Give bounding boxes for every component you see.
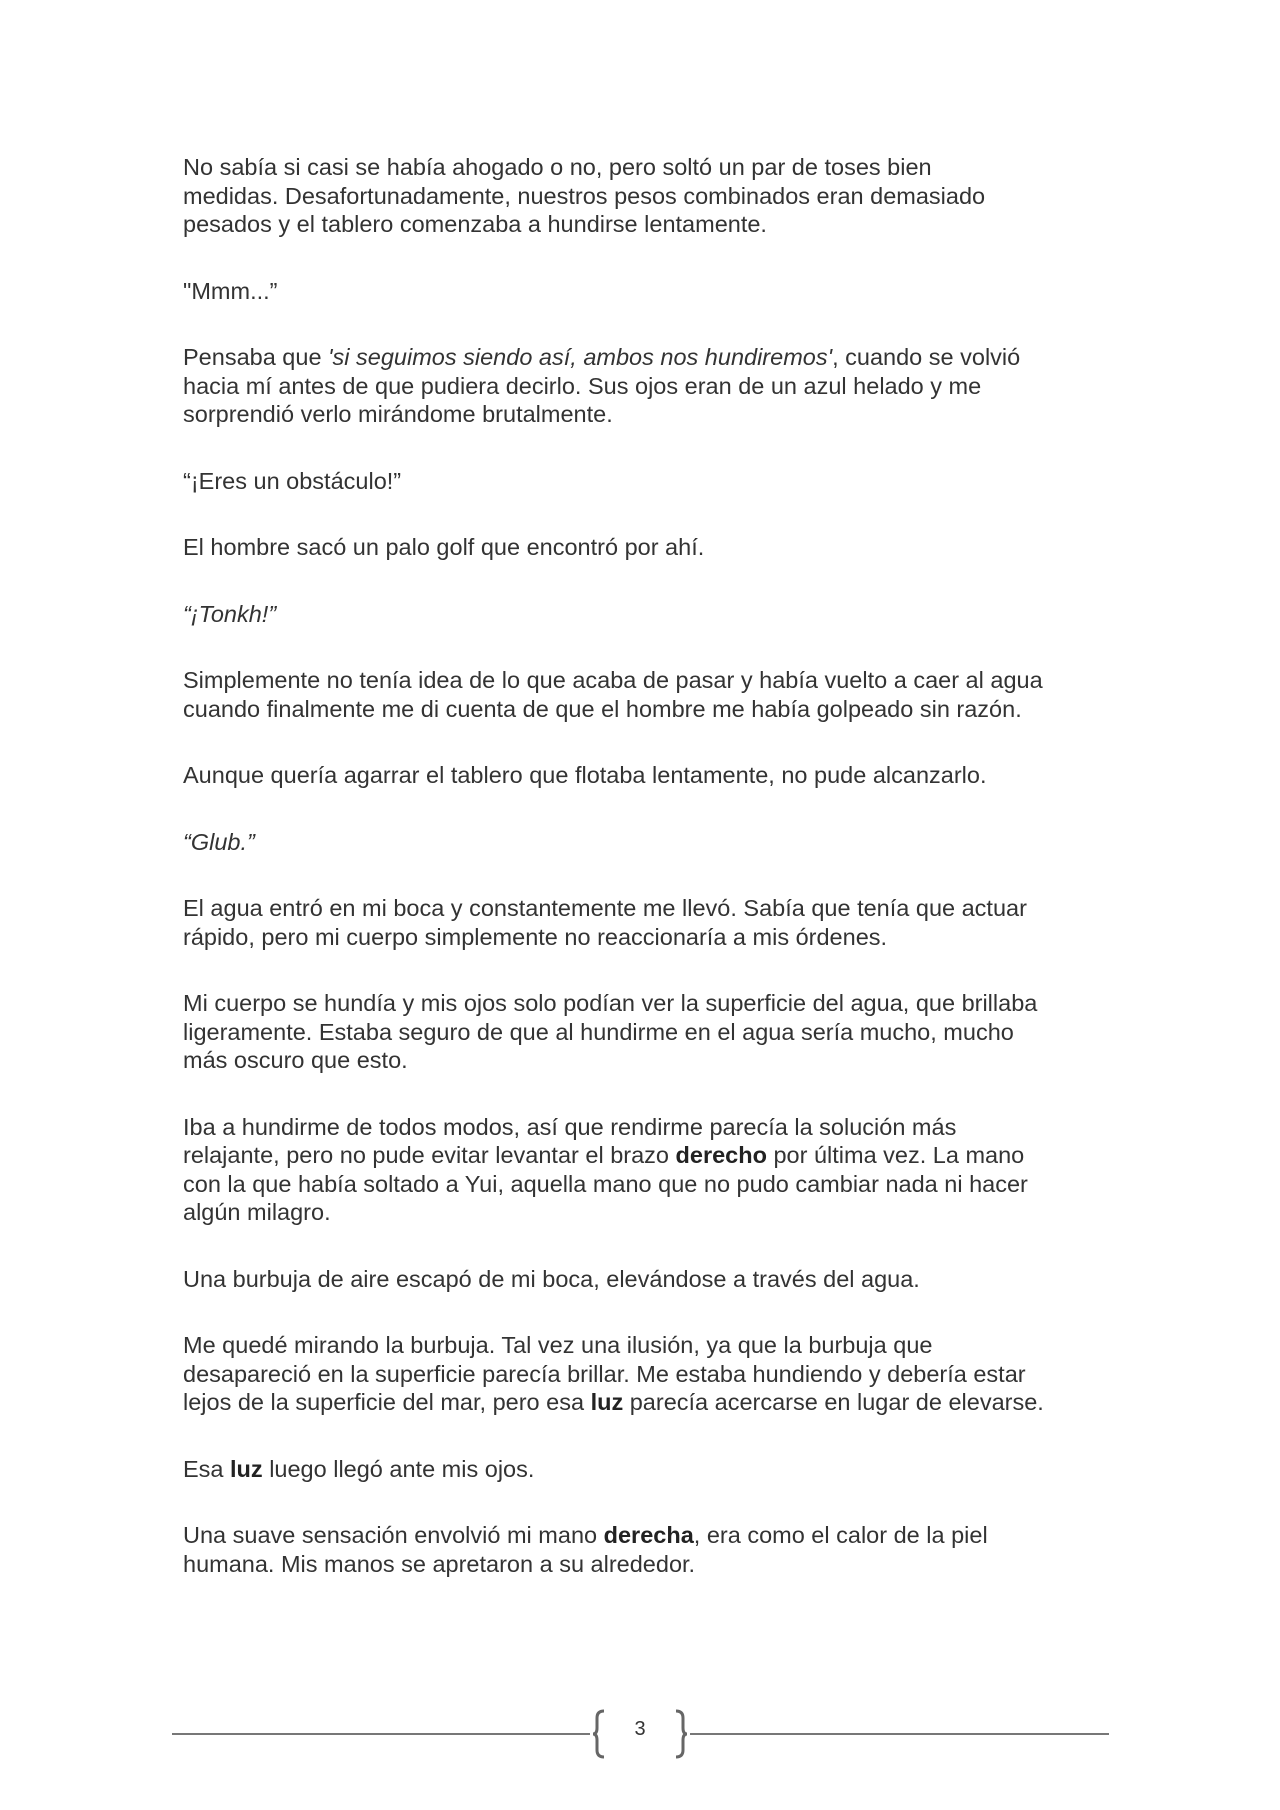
text-run: sorprendió verlo mirándome brutalmente.	[183, 401, 613, 427]
text-run: con la que había soltado a Yui, aquella mano que no pudo cambiar nada ni hacer	[183, 1170, 1028, 1197]
paragraph	[183, 894, 1103, 951]
text-run: Una burbuja de aire escapó de mi boca, elevándose a través del agua.	[183, 1265, 920, 1292]
paragraph	[183, 533, 1103, 562]
text-run: Simplemente no tenía idea de lo que acaba de pasar y había vuelto a caer al agua	[183, 667, 1043, 693]
text-line	[183, 210, 1103, 239]
paragraph	[183, 989, 1103, 1075]
text-line	[183, 923, 1103, 952]
text-run: rápido, pero mi cuerpo simplemente no reaccionaría a mis órdenes.	[183, 923, 888, 950]
text-run: relajante, pero no pude evitar levantar el brazo	[183, 1142, 676, 1168]
text-run: Iba a hundirme de todos modos, así que rendirme parecía la solución más	[183, 1113, 957, 1140]
text-line	[183, 1388, 1103, 1417]
text-run: desapareció en la superficie parecía brillar. Me estaba hundiendo y debería estar	[183, 1360, 1026, 1387]
text-run: "Mmm...”	[183, 277, 278, 304]
text-line	[183, 1170, 1103, 1199]
text-line	[183, 400, 1103, 429]
bold-text: luz	[590, 1389, 624, 1415]
text-run: ligeramente. Estaba seguro de que al hundirme en el agua sería mucho, mucho	[183, 1018, 1014, 1045]
text-line	[183, 828, 1103, 857]
text-run: lejos de la superficie del mar, pero esa	[183, 1389, 591, 1415]
text-line	[183, 894, 1103, 923]
text-line	[183, 666, 1103, 695]
text-line	[183, 1331, 1103, 1360]
text-run: Pensaba que	[183, 344, 329, 370]
italic-text: “¡Tonkh!”	[183, 600, 277, 627]
right-brace-icon	[674, 1708, 688, 1760]
text-line	[183, 1455, 1103, 1484]
text-run: por última vez. La mano	[766, 1142, 1025, 1168]
footer-rule-right	[690, 1733, 1109, 1735]
text-run: Aunque quería agarrar el tablero que flotaba lentamente, no pude alcanzarlo.	[183, 762, 987, 788]
text-run: algún milagro.	[183, 1199, 331, 1225]
text-line	[183, 1113, 1103, 1142]
text-line	[183, 182, 1103, 211]
page-number: 3	[634, 1718, 646, 1740]
text-line	[183, 343, 1103, 372]
text-line	[183, 1046, 1103, 1075]
text-line	[183, 1521, 1103, 1550]
text-line	[183, 1141, 1103, 1170]
paragraph	[183, 1455, 1103, 1484]
paragraph	[183, 467, 1103, 496]
text-line	[183, 467, 1103, 496]
text-line	[183, 1265, 1103, 1294]
text-run: medidas. Desafortunadamente, nuestros pesos combinados eran demasiado	[183, 182, 986, 209]
text-line	[183, 600, 1103, 629]
text-run: luego llegó ante mis ojos.	[262, 1455, 535, 1482]
text-run: hacia mí antes de que pudiera decirlo. Sus ojos eran de un azul helado y me	[183, 372, 982, 399]
text-run: Esa	[183, 1455, 231, 1482]
bold-text: derecha	[603, 1522, 694, 1548]
paragraph	[183, 1521, 1103, 1578]
text-run: cuando finalmente me di cuenta de que el hombre me había golpeado sin razón.	[183, 695, 1022, 722]
paragraph	[183, 1265, 1103, 1294]
paragraph	[183, 1331, 1103, 1417]
text-run: humana. Mis manos se apretaron a su alrededor.	[183, 1550, 696, 1577]
footer-rule-left	[172, 1733, 590, 1735]
text-line	[183, 695, 1103, 724]
text-run: Mi cuerpo se hundía y mis ojos solo podían ver la superficie del agua, que brillaba	[183, 990, 1038, 1016]
italic-text: “Glub.”	[183, 828, 255, 855]
text-run: pesados y el tablero comenzaba a hundirse lentamente.	[183, 211, 767, 237]
italic-text: 'si seguimos siendo así, ambos nos hundiremos'	[328, 344, 833, 370]
text-line	[183, 1360, 1103, 1389]
paragraph	[183, 666, 1103, 723]
text-line	[183, 1550, 1103, 1579]
text-line	[183, 1018, 1103, 1047]
paragraph	[183, 1113, 1103, 1227]
text-run: , era como el calor de la piel	[693, 1522, 988, 1548]
text-run: Una suave sensación envolvió mi mano	[183, 1522, 604, 1548]
text-run: Me quedé mirando la burbuja. Tal vez una ilusión, ya que la burbuja que	[183, 1332, 933, 1358]
text-run: El agua entró en mi boca y constantemente me llevó. Sabía que tenía que actuar	[183, 895, 1027, 921]
bold-text: luz	[230, 1455, 263, 1482]
bold-text: derecho	[675, 1142, 767, 1168]
paragraph	[183, 761, 1103, 790]
text-run: El hombre sacó un palo golf que encontró por ahí.	[183, 534, 705, 560]
text-run: “¡Eres un obstáculo!”	[183, 467, 402, 494]
text-line	[183, 1198, 1103, 1227]
text-run: No sabía si casi se había ahogado o no, pero soltó un par de toses bien	[183, 154, 932, 180]
paragraph	[183, 600, 1103, 629]
text-line	[183, 761, 1103, 790]
text-line	[183, 989, 1103, 1018]
paragraph	[183, 828, 1103, 857]
body-text	[183, 153, 1103, 1616]
text-line	[183, 533, 1103, 562]
text-line	[183, 277, 1103, 306]
paragraph	[183, 153, 1103, 239]
page-footer	[172, 1708, 1109, 1760]
paragraph	[183, 343, 1103, 429]
text-line	[183, 153, 1103, 182]
text-run: parecía acercarse en lugar de elevarse.	[623, 1389, 1044, 1415]
paragraph	[183, 277, 1103, 306]
text-run: , cuando se volvió	[832, 344, 1021, 370]
text-line	[183, 372, 1103, 401]
text-run: más oscuro que esto.	[183, 1047, 408, 1073]
